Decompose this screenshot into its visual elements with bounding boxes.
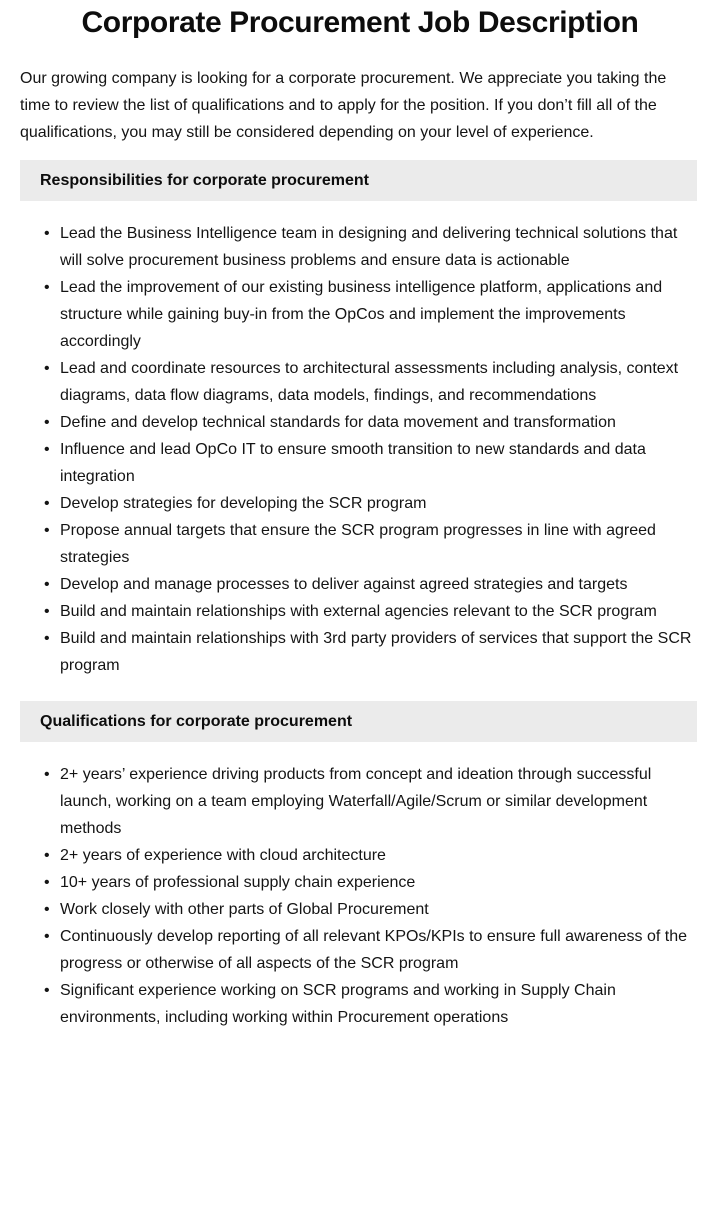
list-item: • Build and maintain relationships with 3rd party providers of services that support the SCR program (20, 625, 700, 679)
sections-container (20, 160, 700, 1031)
job-section (20, 701, 700, 1031)
list-item: • Define and develop technical standards for data movement and transformation (20, 409, 700, 436)
list-item: • Lead the improvement of our existing business intelligence platform, applications and structure while gaining buy-in from the OpCos and implement the improvements accordingly (20, 274, 700, 355)
list-item: • Build and maintain relationships with external agencies relevant to the SCR program (20, 598, 700, 625)
list-item: • 2+ years’ experience driving products from concept and ideation through successful launch, working on a team employing Waterfall/Agile/Scrum or similar development methods (20, 761, 700, 842)
section-heading (20, 701, 697, 742)
page-title: Corporate Procurement Job Description (81, 6, 639, 39)
list-item: • Lead the Business Intelligence team in designing and delivering technical solutions that will solve procurement business problems and ensure data is actionable (20, 220, 700, 274)
list-item: • Significant experience working on SCR programs and working in Supply Chain environments, including working within Procurement operations (20, 977, 700, 1031)
list-item: • Develop strategies for developing the SCR program (20, 490, 700, 517)
list-item: • Lead and coordinate resources to architectural assessments including analysis, context diagrams, data flow diagrams, data models, findings, and recommendations (20, 355, 700, 409)
section-list (20, 761, 700, 1031)
job-section (20, 160, 700, 679)
list-item: • Propose annual targets that ensure the SCR program progresses in line with agreed strategies (20, 517, 700, 571)
section-heading-label: Qualifications for corporate procurement (40, 712, 353, 730)
section-list (20, 220, 700, 679)
list-item: • Work closely with other parts of Global Procurement (20, 896, 700, 923)
list-item: • Continuously develop reporting of all relevant KPOs/KPIs to ensure full awareness of the progress or otherwise of all aspects of the SCR program (20, 923, 700, 977)
list-item: • 10+ years of professional supply chain experience (20, 869, 700, 896)
section-heading (20, 160, 697, 201)
section-heading-label: Responsibilities for corporate procurement (40, 171, 369, 189)
list-item: • Develop and manage processes to deliver against agreed strategies and targets (20, 571, 700, 598)
list-item: • 2+ years of experience with cloud architecture (20, 842, 700, 869)
list-item: • Influence and lead OpCo IT to ensure smooth transition to new standards and data integration (20, 436, 700, 490)
intro-paragraph: Our growing company is looking for a corporate procurement. We appreciate you taking the time to review the list of qualifications and to apply for the position. If you don’t fill all of the qualifications, you may still be considered depending on your level of experience. (20, 69, 667, 141)
